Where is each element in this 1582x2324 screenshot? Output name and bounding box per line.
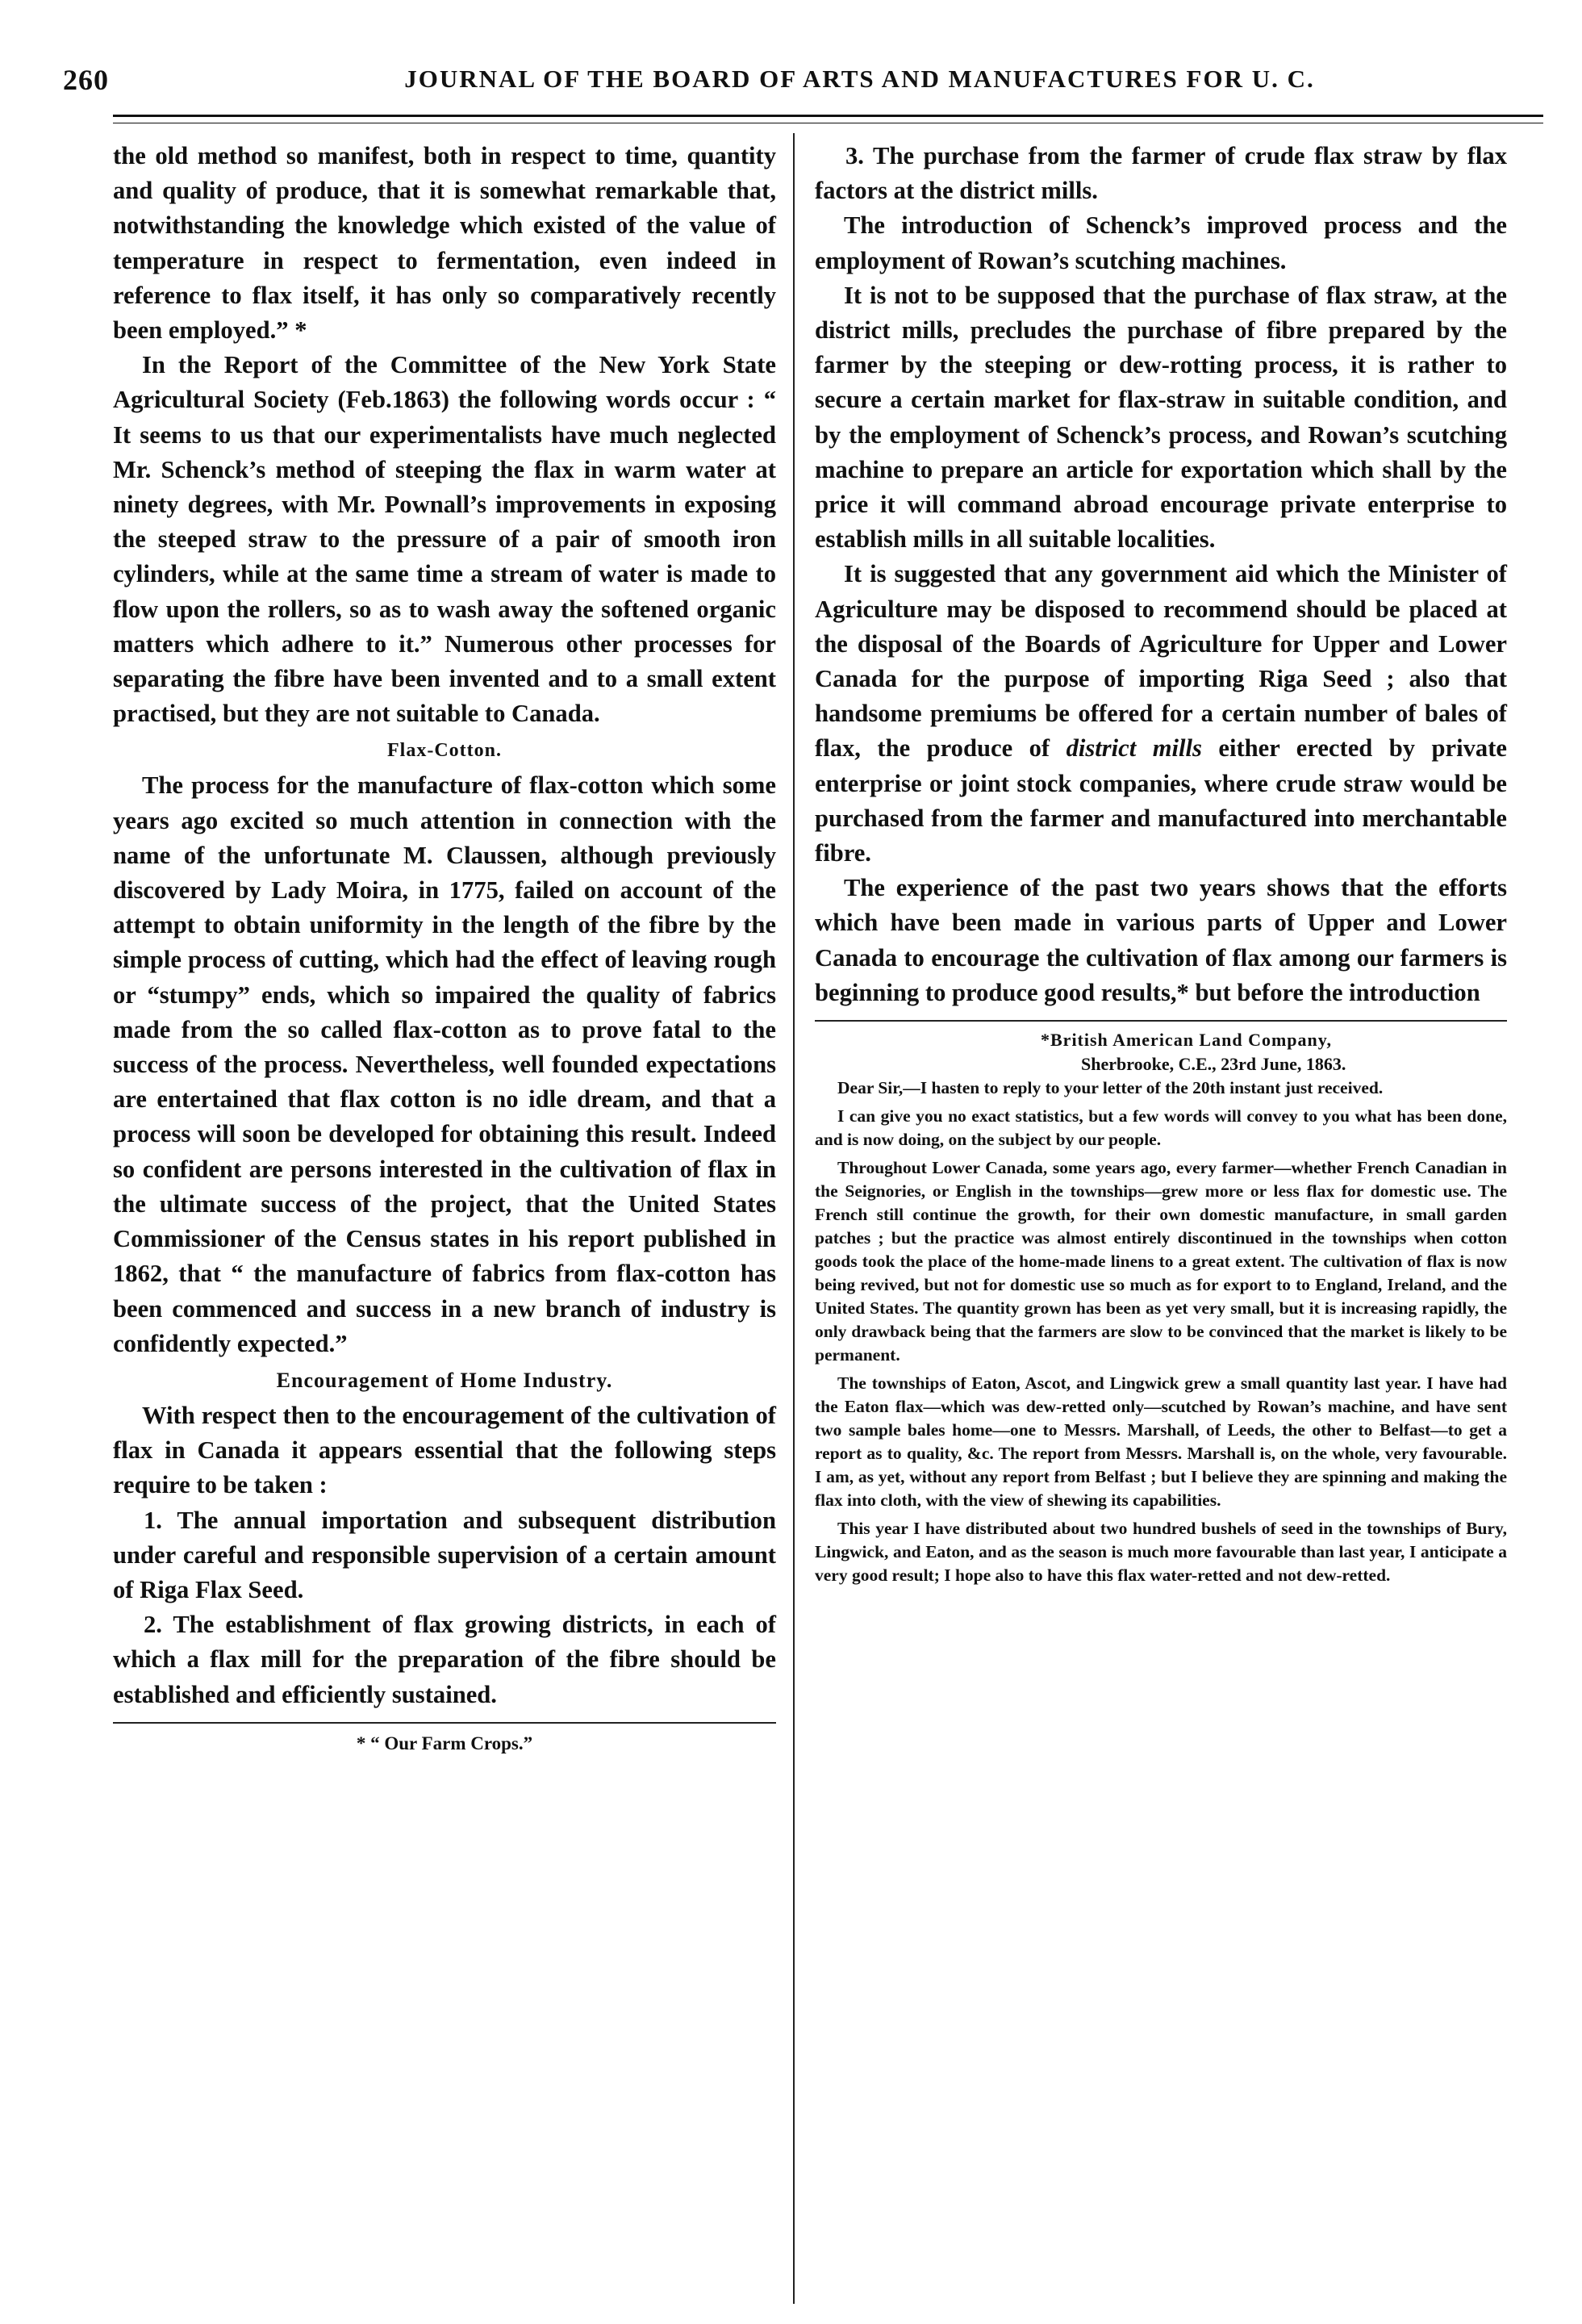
left-column (113, 139, 776, 1758)
footnote-rule (815, 1020, 1507, 1022)
letter-paragraph: Dear Sir,—I hasten to reply to your letter of the 20th instant just received. (837, 1078, 1384, 1098)
section-heading-home-industry: Encouragement of Home Industry. (276, 1368, 613, 1392)
paragraph (815, 557, 1507, 871)
letter-paragraph: Throughout Lower Canada, some years ago, every farmer—whether French Canadian in the Seignories, or English in the townships—grew more or less flax for domestic use. The French still continue the growth, for their own domestic manufacture, in small garden patches ; but the practice was almost entirely discontinued in the townships when cotton goods took the place of the home-made linens to a great extent. The cultivation of flax is now being revived, but not for domestic use so much as for export to to England, Ireland, and the United States. The quantity grown has been as yet very small, but it is increasing rapidly, the only drawback being that the farmers are slow to be convinced that the market is likely to be permanent. (815, 1158, 1507, 1365)
section-heading-flax-cotton: Flax-Cotton. (387, 740, 502, 762)
footnote: * “ Our Farm Crops.” (356, 1733, 533, 1753)
paragraph: The experience of the past two years shows that the efforts which have been made in various parts of Upper and Lower Canada to encourage the cultivation of flax among our farmers is beginning to produce good results,* but before the introduction (815, 874, 1507, 1006)
list-item: 2. The establishment of flax growing districts, in each of which a flax mill for the preparation of the fibre should be established and efficiently sustained. (113, 1611, 776, 1708)
running-title: JOURNAL OF THE BOARD OF ARTS AND MANUFACTURES FOR U. C. (404, 65, 1315, 93)
paragraph: the old method so manifest, both in respect to time, quantity and quality of produce, that it is somewhat remarkable that, notwithstanding the knowledge which existed of the value of temperature in respect to fermentation, even indeed in reference to flax itself, it has only so comparatively recently been employed.” * (113, 142, 776, 345)
paragraph: In the Report of the Committee of the New York State Agricultural Society (Feb.1863) the following words occur : “ It seems to us that our experimentalists have much neglected Mr. Schenck’s method of steeping the flax in warm water at ninety degrees, with Mr. Pownall’s improvements in exposing the steeped straw to the pressure of a pair of smooth iron cylinders, while at the same time a stream of water is made to flow upon the rollers, so as to wash away the softened organic matters which adhere to it.” Numerous other processes for separating the fibre have been invented and to a small extent practised, but they are not suitable to Canada. (113, 351, 776, 728)
page-header (63, 63, 1543, 103)
paragraph: With respect then to the encouragement of the cultivation of flax in Canada it appears essential that the following steps require to be taken : (113, 1401, 776, 1499)
list-item: 3. The purchase from the farmer of crude flax straw by flax factors at the district mills. (815, 142, 1507, 205)
text-run: either erected by private enterprise or joint stock companies, where crude straw would be purchased from the farmer and manufactured into merchantable fibre. (815, 734, 1507, 867)
letter-paragraph: The townships of Eaton, Ascot, and Lingwick grew a small quantity last year. I have had the Eaton flax—which was dew-retted only—scutched by Rowan’s machine, and have sent two sample bales home—one to Messrs. Marshall, of Leeds, the other to Belfast—to get a report as to quality, &c. The report from Messrs. Marshall is, on the whole, very favourable. I am, as yet, without any report from Belfast ; but I believe they are spinning and making the flax into cloth, with the view of shewing its capabilities. (815, 1373, 1507, 1511)
list-item: 1. The annual importation and subsequent distribution under careful and responsible supervision of a certain amount of Riga Flax Seed. (113, 1506, 776, 1603)
letter-paragraph: I can give you no exact statistics, but a few words will convey to you what has been done, and is now doing, on the subject by our people. (815, 1106, 1507, 1150)
letter-heading: *British American Land Company, (1041, 1030, 1333, 1051)
text-run: It is suggested that any government aid which the Minister of Agriculture may be disposed to recommend should be placed at the disposal of the Boards of Agriculture for Upper and Lower Canada for the purpose of importing Riga Seed ; also that handsome premiums be offered for a certain number of bales of flax, the produce of (815, 560, 1507, 763)
paragraph: The process for the manufacture of flax-cotton which some years ago excited so much attention in connection with the name of the unfortunate M. Claussen, although previously discovered by Lady Moira, in 1775, failed on account of the attempt to obtain uniformity in the length of the fibre by the simple process of cutting, which had the effect of leaving rough or “stumpy” ends, which so impaired the quality of fabrics made from the so called flax-cotton as to prove fatal to the success of the process. Nevertheless, well founded expectations are entertained that flax cotton is no idle dream, and that a process will soon be developed for obtaining this result. Indeed so confident are persons interested in the cultivation of flax in the ultimate success of the project, that the United States Commissioner of the Census states in his report published in 1862, that “ the manufacture of fabrics from flax-cotton has been commenced and success in a new branch of industry is confidently expected.” (113, 771, 776, 1357)
letter-paragraph: This year I have distributed about two hundred bushels of seed in the townships of Bury, Lingwick, and Eaton, and as the season is much more favourable than last year, I anticipate a very good result; I hope also to have this flax water-retted and not dew-retted. (815, 1519, 1507, 1586)
footnote-letter (815, 1028, 1507, 1587)
header-rule-thick (113, 115, 1543, 117)
footnote-rule (113, 1722, 776, 1724)
right-column (815, 139, 1507, 1587)
paragraph: The introduction of Schenck’s improved process and the employment of Rowan’s scutching machines. (815, 211, 1507, 274)
page-number: 260 (63, 64, 109, 96)
letter-dateline: Sherbrooke, C.E., 23rd June, 1863. (1081, 1054, 1346, 1075)
column-divider (793, 133, 795, 2304)
italic-text: district mills (1066, 734, 1202, 763)
paragraph: It is not to be supposed that the purchase of flax straw, at the district mills, precludes the purchase of fibre prepared by the farmer by the steeping or dew-rotting process, it is rather to secure a certain market for flax-straw in suitable condition, and by the employment of Schenck’s process, and Rowan’s scutching machine to prepare an article for exportation which shall by the price it will command abroad encourage private enterprise to establish mills in all suitable localities. (815, 281, 1507, 554)
